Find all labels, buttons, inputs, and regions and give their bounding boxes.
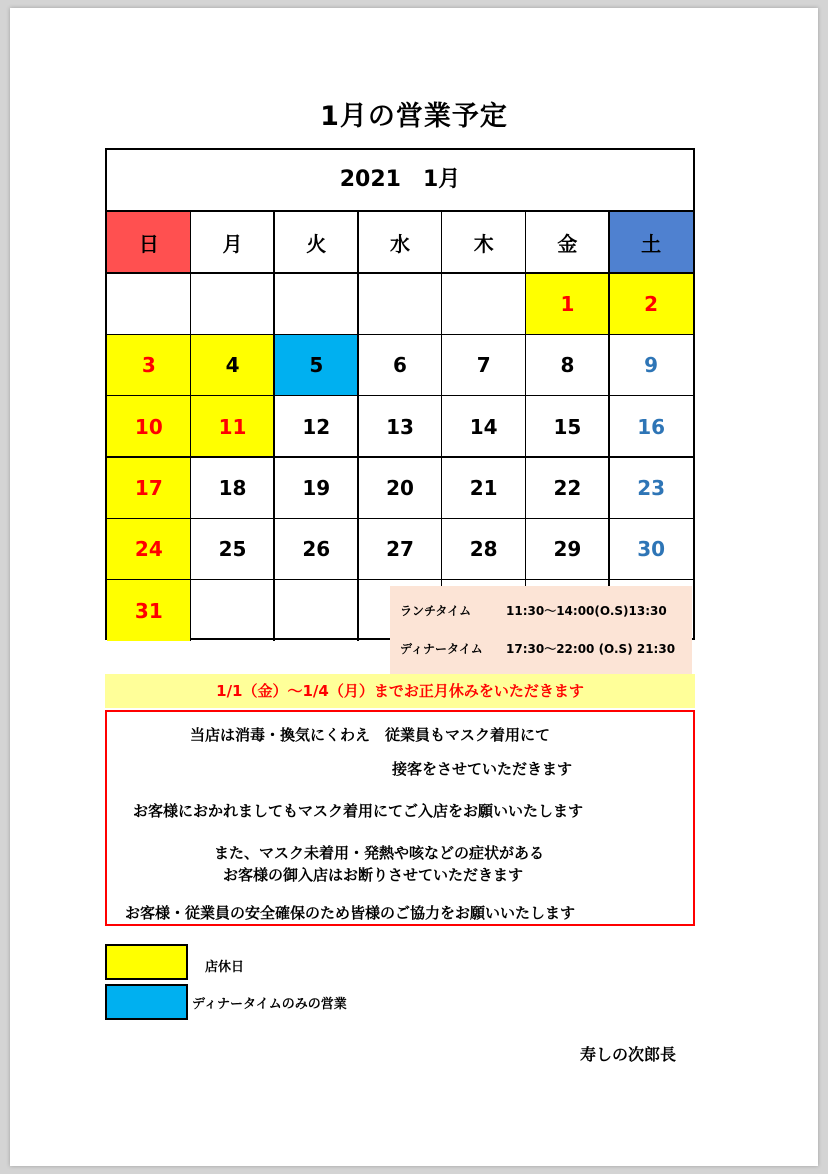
covid-notice-box	[105, 710, 695, 926]
grid-column-line	[441, 212, 443, 641]
date-cell-20: 20	[386, 475, 414, 500]
date-cell-5: 5	[274, 335, 358, 396]
legend-closed-label: 店休日	[205, 960, 245, 975]
grid-row-line	[107, 518, 693, 520]
grid-column-line	[525, 212, 527, 641]
notice-line-5: お客様の御入店はお断りさせていただきます	[223, 866, 524, 884]
grid-row-line	[107, 579, 693, 581]
date-cell-17: 17	[107, 457, 191, 518]
weekday-header-4: 木	[473, 232, 494, 257]
dinner-time: 17:30～22:00 (O.S) 21:30	[506, 642, 676, 656]
weekday-header-3: 水	[389, 232, 410, 257]
weekday-header-0: 日	[107, 212, 191, 273]
date-cell-16: 16	[637, 414, 666, 439]
lunch-hours-row	[400, 602, 667, 619]
grid-column-line	[357, 212, 359, 641]
notice-line-2: 接客をさせていただきます	[392, 760, 573, 778]
notice-line-3: お客様におかれましてもマスク着用にてご入店をお願いいたします	[133, 802, 584, 820]
legend-dinner-only-swatch	[105, 984, 188, 1020]
shop-signature: 寿しの次郎長	[580, 1045, 677, 1064]
date-cell-23: 23	[637, 475, 666, 500]
legend-closed-swatch	[105, 944, 188, 980]
date-cell-27: 27	[386, 537, 414, 562]
date-cell-2: 2	[609, 273, 693, 334]
date-cell-3: 3	[107, 335, 191, 396]
date-cell-25: 25	[218, 537, 247, 562]
notice-line-4: また、マスク未着用・発熱や咳などの症状がある	[214, 844, 545, 862]
date-cell-4: 4	[191, 335, 275, 396]
dinner-hours-row	[400, 640, 675, 657]
date-cell-6: 6	[393, 353, 407, 378]
empty-date-cell	[191, 273, 275, 334]
empty-date-cell	[442, 273, 526, 334]
date-cell-22: 22	[553, 475, 582, 500]
weekday-header-5: 金	[557, 232, 578, 257]
weekday-header-2: 火	[306, 232, 327, 257]
grid-row-line	[107, 456, 693, 458]
dinner-label: ディナータイム	[400, 642, 483, 656]
date-cell-10: 10	[107, 396, 191, 457]
date-cell-7: 7	[476, 353, 491, 378]
notice-line-1: 当店は消毒・換気にくわえ 従業員もマスク着用にて	[190, 726, 551, 744]
new-year-closure-notice: 1/1（金）～1/4（月）までお正月休みをいただきます	[105, 674, 695, 708]
calendar-month-header: 2021 1月	[107, 150, 693, 212]
notice-line-6: お客様・従業員の安全確保のため皆様のご協力をお願いいたします	[125, 904, 576, 922]
date-cell-8: 8	[560, 353, 575, 378]
date-cell-11: 11	[191, 396, 275, 457]
date-cell-31: 31	[107, 580, 191, 641]
calendar-grid	[105, 148, 695, 640]
grid-row-line	[107, 272, 693, 274]
business-hours-box	[390, 586, 692, 674]
grid-column-line	[190, 212, 192, 641]
empty-date-cell	[274, 580, 358, 641]
date-cell-28: 28	[469, 537, 498, 562]
weekday-header-1: 月	[222, 232, 243, 257]
empty-date-cell	[274, 273, 358, 334]
document-page	[10, 8, 818, 1166]
date-cell-24: 24	[107, 519, 191, 580]
lunch-time: 11:30～14:00(O.S)13:30	[506, 604, 667, 618]
grid-row-line	[107, 395, 693, 397]
grid-row-line	[107, 334, 693, 336]
grid-column-line	[273, 212, 275, 641]
empty-date-cell	[191, 580, 275, 641]
date-cell-26: 26	[302, 537, 331, 562]
date-cell-1: 1	[526, 273, 610, 334]
weekday-header-6: 土	[609, 212, 693, 273]
date-cell-29: 29	[553, 537, 582, 562]
date-cell-12: 12	[302, 414, 331, 439]
date-cell-19: 19	[302, 475, 331, 500]
lunch-label: ランチタイム	[400, 604, 472, 618]
grid-column-line	[608, 212, 610, 641]
date-cell-15: 15	[553, 414, 582, 439]
date-cell-14: 14	[469, 414, 498, 439]
date-cell-21: 21	[469, 475, 498, 500]
legend-dinner-only-label: ディナータイムのみの営業	[192, 997, 347, 1012]
page-title: 1月の営業予定	[320, 101, 508, 132]
date-cell-13: 13	[386, 414, 414, 439]
date-cell-30: 30	[637, 537, 666, 562]
date-cell-9: 9	[644, 353, 659, 378]
empty-date-cell	[358, 273, 442, 334]
date-cell-18: 18	[218, 475, 247, 500]
empty-date-cell	[107, 273, 191, 334]
